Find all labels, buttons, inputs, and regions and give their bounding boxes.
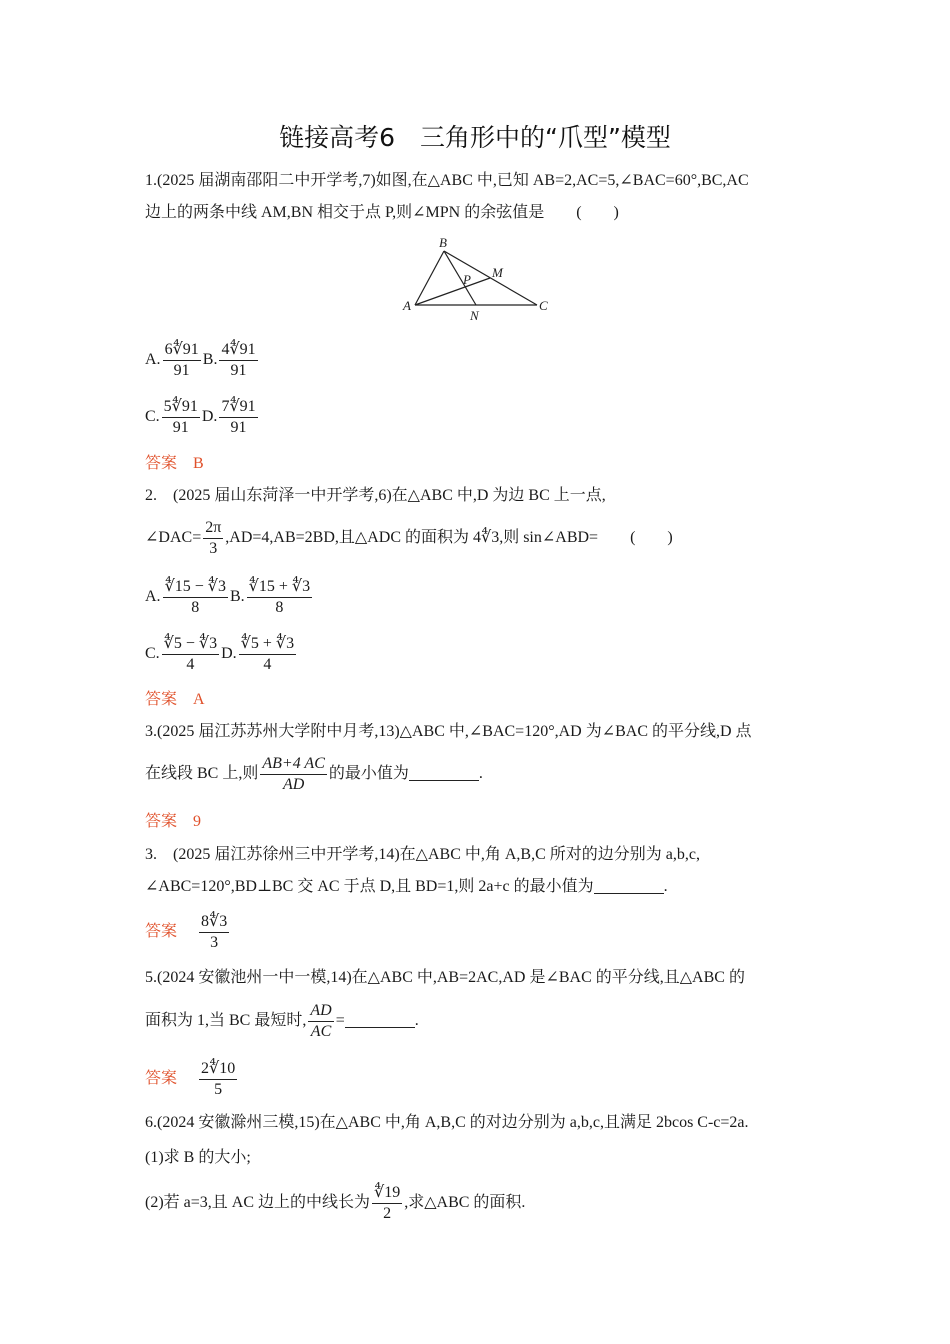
q1-line1: 1.(2025 届湖南邵阳二中开学考,7)如图,在△ABC 中,已知 AB=2,AC=5,∠BAC=60°,BC,AC	[145, 172, 749, 189]
side-bc	[444, 251, 537, 305]
q2-opt-b: $\frac{∜15 + ∜3}{8}$	[248, 578, 311, 616]
q5-answer: 答案 $\frac{2∜10}{5}$	[145, 1060, 236, 1098]
q2-options-cd	[145, 634, 298, 675]
q1-opt-d-label: D.	[201, 408, 218, 426]
q2-angle-fraction: $\frac{2\pi}{3}$	[205, 519, 222, 557]
q3-line1: 3.(2025 届江苏苏州大学附中月考,13)△ABC 中,∠BAC=120°,AD 为∠BAC 的平分线,D 点	[145, 723, 752, 740]
triangle-figure	[400, 232, 560, 324]
q3-fraction: $\frac{AB+4 AC}{AD}$	[262, 755, 325, 793]
q2-line2: ∠DAC= $\frac{2\pi}{3}$ ,AD=4,AB=2BD,且△ADC 的面积为 4∜3,则 sin∠ABD= ( )	[145, 519, 673, 557]
q5-line2: 面积为 1,当 BC 最短时, $\frac{AD}{AC}$ = .	[145, 1002, 419, 1040]
q5-answer-fraction: $\frac{2∜10}{5}$	[201, 1060, 236, 1098]
q5-fraction: $\frac{AD}{AC}$	[310, 1002, 332, 1040]
q1-options-ab	[145, 340, 260, 381]
q6-fraction: $\frac{∜19}{2}$	[374, 1184, 401, 1222]
q2-answer: 答案 A	[145, 691, 205, 708]
q4-line2: ∠ABC=120°,BD⊥BC 交 AC 于点 D,且 BD=1,则 2a+c 的最小值为 .	[145, 878, 668, 895]
label-n: N	[470, 308, 479, 323]
label-b: B	[439, 235, 447, 250]
q3-answer: 答案 9	[145, 813, 202, 830]
median-am	[415, 278, 490, 305]
q2-line1: 2. (2025 届山东菏泽一中开学考,6)在△ABC 中,D 为边 BC 上一点,	[145, 487, 606, 504]
median-bn	[444, 251, 476, 305]
q1-opt-b-label: B.	[202, 351, 218, 369]
q2-opt-a-label: A.	[145, 588, 161, 606]
q2-opt-a: $\frac{∜15 - ∜3}{8}$	[164, 578, 226, 616]
q2-options-ab	[145, 577, 314, 618]
label-p: P	[463, 272, 471, 287]
q2-opt-c-label: C.	[145, 645, 160, 663]
q4-answer-blank[interactable]	[594, 877, 664, 894]
q2-opt-d-label: D.	[221, 645, 237, 663]
q1-options-cd	[145, 397, 260, 438]
q6-line2: (1)求 B 的大小;	[145, 1149, 251, 1166]
label-m: M	[492, 265, 503, 280]
page-title: 链接高考6 三角形中的“爪型”模型	[279, 123, 671, 152]
q3-answer-blank[interactable]	[409, 764, 479, 781]
q6-line3: (2)若 a=3,且 AC 边上的中线长为 $\frac{∜19}{2}$ ,求△ABC 的面积.	[145, 1184, 526, 1222]
q1-opt-c-label: C.	[145, 408, 160, 426]
q4-answer: 答案 $\frac{8∜3}{3}$	[145, 913, 228, 951]
q2-opt-c: $\frac{∜5 - ∜3}{4}$	[163, 635, 218, 673]
q1-answer: 答案 B	[145, 455, 204, 472]
side-ab	[415, 251, 444, 305]
q5-line1: 5.(2024 安徽池州一中一模,14)在△ABC 中,AB=2AC,AD 是∠BAC 的平分线,且△ABC 的	[145, 969, 745, 986]
q3-line2: 在线段 BC 上,则 $\frac{AB+4 AC}{AD}$ 的最小值为 .	[145, 755, 483, 793]
q2-opt-b-label: B.	[229, 588, 245, 606]
q1-opt-b: $\frac{4∜91}{91}$	[221, 341, 256, 379]
q1-opt-c: $\frac{5∜91}{91}$	[163, 398, 198, 436]
q1-opt-a-label: A.	[145, 351, 161, 369]
q2-opt-d: $\frac{∜5 + ∜3}{4}$	[240, 635, 295, 673]
q4-answer-fraction: $\frac{8∜3}{3}$	[201, 913, 228, 951]
q6-line1: 6.(2024 安徽滁州三模,15)在△ABC 中,角 A,B,C 的对边分别为 a,b,c,且满足 2bcos C-c=2a.	[145, 1114, 749, 1131]
q5-answer-blank[interactable]	[345, 1011, 415, 1028]
label-c: C	[539, 298, 548, 313]
q1-opt-d: $\frac{7∜91}{91}$	[221, 398, 256, 436]
q4-line1: 3. (2025 届江苏徐州三中开学考,14)在△ABC 中,角 A,B,C 所对的边分别为 a,b,c,	[145, 846, 700, 863]
label-a: A	[403, 298, 411, 313]
q1-line2: 边上的两条中线 AM,BN 相交于点 P,则∠MPN 的余弦值是 ( )	[145, 204, 619, 221]
q1-opt-a: $\frac{6∜91}{91}$	[164, 341, 199, 379]
